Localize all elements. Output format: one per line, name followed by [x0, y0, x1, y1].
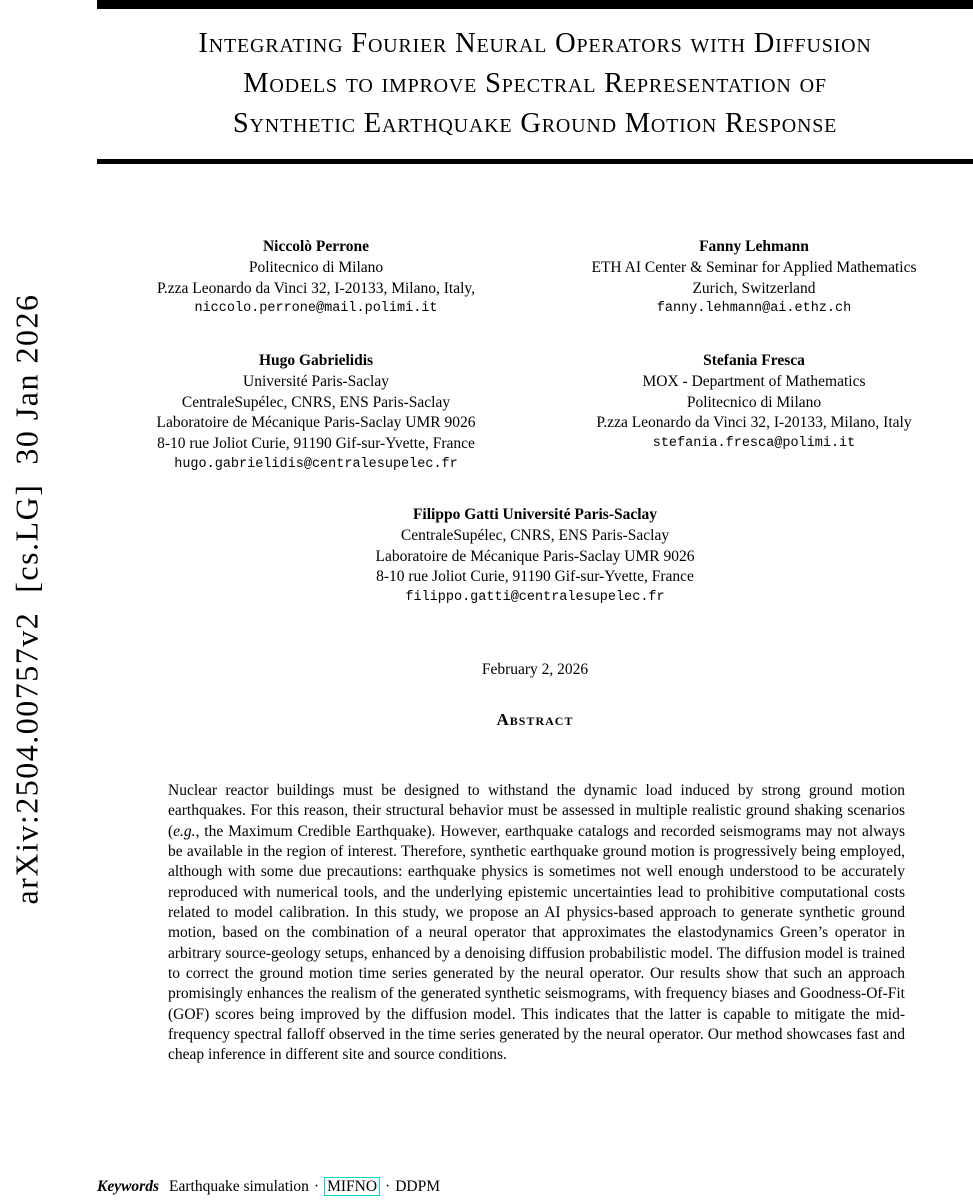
author-name: Stefania Fresca [703, 352, 805, 369]
author-affiliation: P.zza Leonardo da Vinci 32, I-20133, Milano, Italy, [156, 279, 476, 297]
author-affiliation: Laboratoire de Mécanique Paris-Saclay UMR 9026 [375, 547, 695, 565]
authors-row-1 [97, 237, 973, 320]
top-rule [97, 0, 973, 9]
paper-title-line-3: Synthetic Earthquake Ground Motion Response [232, 108, 838, 139]
keyword-item-earthquake-simulation: Earthquake simulation [169, 1178, 309, 1195]
author-block-filippo-gatti [97, 505, 973, 609]
keyword-item-ddpm: DDPM [395, 1178, 440, 1195]
author-affiliation: CentraleSupélec, CNRS, ENS Paris-Saclay [181, 393, 451, 411]
author-name: Hugo Gabrielidis [258, 352, 374, 369]
author-affiliation: CentraleSupélec, CNRS, ENS Paris-Saclay [400, 526, 670, 544]
author-name: Niccolò Perrone [262, 238, 370, 255]
author-affiliation: ETH AI Center & Seminar for Applied Mathematics [591, 258, 917, 276]
author-affiliation: Université Paris-Saclay [243, 372, 389, 390]
author-block-hugo-gabrielidis [97, 351, 535, 476]
abstract-heading: Abstract [496, 710, 574, 729]
author-name: Filippo Gatti Université Paris-Saclay [412, 506, 658, 523]
paper-date: February 2, 2026 [481, 661, 589, 678]
author-email: stefania.fresca@polimi.it [652, 436, 856, 452]
abstract-italic-eg: e.g. [173, 822, 196, 840]
authors-row-3 [97, 505, 973, 609]
author-block-fanny-lehmann [535, 237, 973, 320]
keyword-separator: · [385, 1178, 391, 1195]
authors-row-2 [97, 351, 973, 476]
author-block-stefania-fresca [535, 351, 973, 476]
mifno-link[interactable]: MIFNO [324, 1177, 380, 1196]
arxiv-watermark: arXiv:2504.00757v2 [cs.LG] 30 Jan 2026 [8, 293, 45, 905]
abstract-text [168, 781, 905, 1066]
author-affiliation: Zurich, Switzerland [692, 279, 816, 297]
title-rule [97, 159, 973, 164]
abstract-part-2: , the Maximum Credible Earthquake). However, earthquake catalogs and recorded seismograms may not always be available in the region of interest. Therefore, synthetic earthquake ground motion is progressively being employed, although with some due precautions: earthquake physics is sometimes not well enough understood to be accurately reproduced with numerical tools, and the underlying epistemic uncertainties lead to prohibitive computational costs related to model calibration. In this study, we propose an AI physics-based approach to generate synthetic ground motion, based on the combination of a neural operator that approximates the elastodynamics Green’s operator in arbitrary source-geology setups, enhanced by a denoising diffusion probabilistic model. The diffusion model is trained to correct the ground motion time series generated by the neural operator. Our results show that such an approach promisingly enhances the realism of the generated synthetic seismograms, with frequency biases and Goodness-Of-Fit (GOF) scores being improved by the diffusion model. This indicates that the latter is capable to mitigate the mid-frequency spectral falloff observed in the time series generated by the neural operator. Our method showcases fast and cheap inference in different site and source conditions. [168, 822, 905, 1064]
author-affiliation: Politecnico di Milano [686, 393, 822, 411]
author-affiliation: Laboratoire de Mécanique Paris-Saclay UMR 9026 [156, 414, 476, 432]
author-affiliation: P.zza Leonardo da Vinci 32, I-20133, Milano, Italy [596, 414, 912, 432]
author-email: filippo.gatti@centralesupelec.fr [405, 590, 665, 606]
paper-title-line-1: Integrating Fourier Neural Operators with Diffusion [198, 28, 872, 59]
author-name: Fanny Lehmann [699, 238, 809, 255]
keywords-line [97, 1178, 440, 1196]
author-email: hugo.gabrielidis@centralesupelec.fr [174, 456, 458, 472]
author-affiliation: Politecnico di Milano [248, 258, 384, 276]
author-affiliation: MOX - Department of Mathematics [642, 372, 866, 390]
paper-title-line-2: Models to improve Spectral Representation of [243, 68, 827, 99]
abstract-part-1: Nuclear reactor buildings must be designed to withstand the dynamic load induced by strong ground motion earthquakes. For this reason, their structural behavior must be assessed in multiple realistic ground shaking scenarios ( [168, 782, 905, 840]
author-email: fanny.lehmann@ai.ethz.ch [656, 301, 852, 317]
author-affiliation: 8-10 rue Joliot Curie, 91190 Gif-sur-Yvette, France [376, 568, 694, 586]
author-block-niccolo-perrone [97, 237, 535, 320]
author-email: niccolo.perrone@mail.polimi.it [194, 301, 438, 317]
author-affiliation: 8-10 rue Joliot Curie, 91190 Gif-sur-Yvette, France [157, 435, 475, 453]
paper-title [97, 24, 973, 144]
keywords-label: Keywords [97, 1178, 159, 1195]
keyword-separator: · [313, 1178, 320, 1195]
